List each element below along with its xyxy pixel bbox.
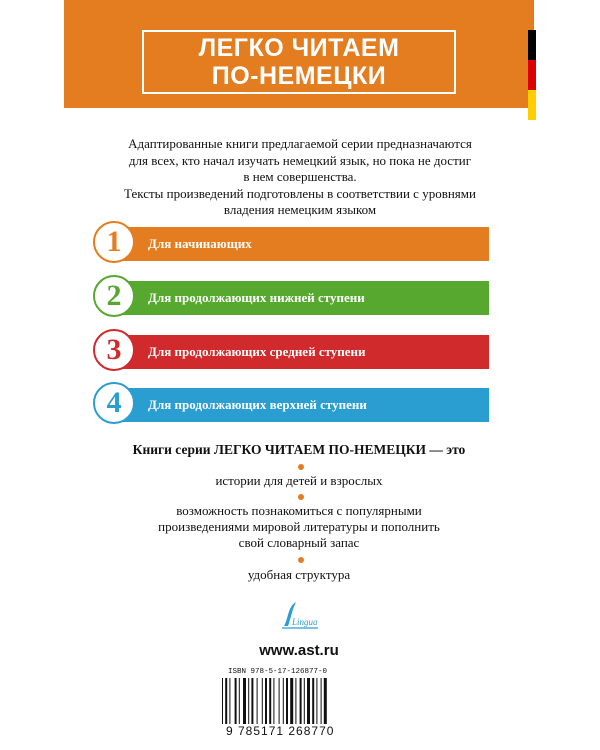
series-heading: Книги серии ЛЕГКО ЧИТАЕМ ПО-НЕМЕЦКИ — это — [132, 442, 466, 457]
publisher-website: www.ast.ru — [259, 642, 339, 659]
svg-text:Lingua: Lingua — [292, 617, 318, 627]
series-title-line1: ЛЕГКО ЧИТАЕМ — [198, 34, 400, 62]
level-label: Для продолжающих верхней ступени — [148, 397, 367, 412]
series-title-line2: ПО-НЕМЕЦКИ — [211, 62, 387, 90]
level-1 — [93, 221, 493, 267]
level-label: Для продолжающих нижней ступени — [148, 290, 365, 305]
level-label: Для продолжающих средней ступени — [148, 344, 366, 359]
level-3 — [93, 329, 493, 375]
bullet-line: возможность познакомиться с популярными — [176, 503, 422, 518]
german-flag-icon — [528, 30, 536, 120]
intro-line: Адаптированные книги предлагаемой серии предназначаются — [128, 136, 472, 151]
isbn-text: ISBN 978-5-17-126877-0 — [228, 668, 328, 676]
intro-line: в нем совершенства. — [243, 169, 357, 184]
level-number: 3 — [93, 329, 135, 371]
bullet-line: произведениями мировой литературы и пополнить — [158, 519, 440, 534]
flag-stripe-black — [528, 30, 536, 60]
barcode-icon — [220, 678, 376, 726]
intro-line: владения немецким языком — [223, 202, 377, 217]
intro-line: Тексты произведений подготовлены в соответствии с уровнями — [124, 185, 476, 201]
lingua-logo-icon — [278, 598, 322, 634]
bullet-line: свой словарный запас — [238, 535, 360, 550]
bullet-dot-icon — [298, 464, 304, 470]
barcode-digits: 9 785171 268770 — [226, 724, 335, 738]
bullet-item: удобная структура — [247, 567, 351, 582]
flag-stripe-gold — [528, 90, 536, 120]
level-number: 4 — [93, 382, 135, 424]
level-number: 1 — [93, 221, 135, 263]
level-2 — [93, 275, 493, 321]
level-label: Для начинающих — [148, 236, 252, 251]
back-cover — [64, 0, 534, 750]
bullet-item — [64, 503, 534, 551]
bullet-dot-icon — [298, 494, 304, 500]
bullet-dot-icon — [298, 557, 304, 563]
series-title — [142, 30, 456, 94]
intro-line: для всех, кто начал изучать немецкий язык, но пока не достиг — [128, 152, 472, 168]
level-number: 2 — [93, 275, 135, 317]
level-4 — [93, 382, 493, 428]
flag-stripe-red — [528, 60, 536, 90]
bullet-item: истории для детей и взрослых — [215, 473, 383, 488]
intro-text — [90, 136, 510, 219]
cover-header — [64, 0, 534, 108]
